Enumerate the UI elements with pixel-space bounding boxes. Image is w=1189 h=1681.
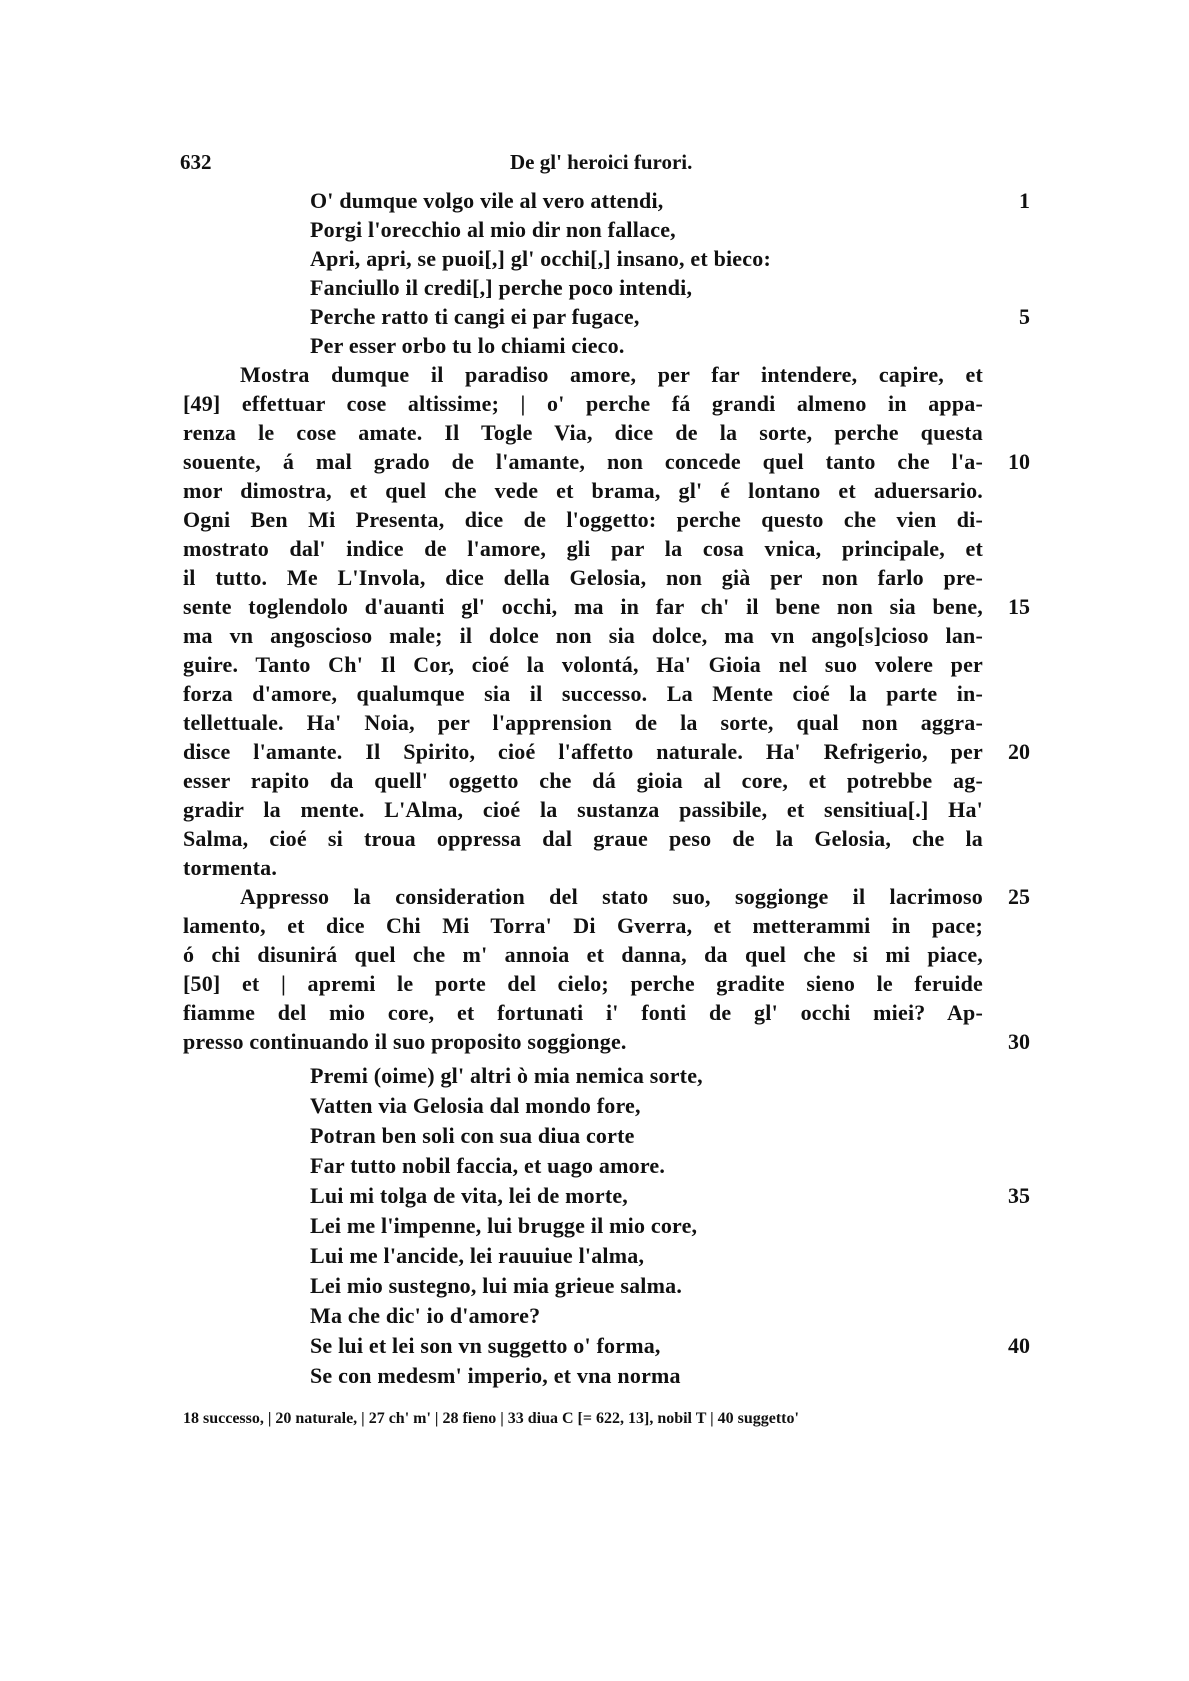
prose-line: mostrato dal' indice de l'amore, gli par la cosa vnica, principale, et — [183, 536, 983, 561]
page-header — [0, 150, 1189, 180]
prose-line: souente, á mal grado de l'amante, non concede quel tanto che l'a- — [183, 449, 983, 474]
verse-line: Vatten via Gelosia dal mondo fore, — [310, 1093, 641, 1118]
verse-line: Perche ratto ti cangi ei par fugace, — [310, 304, 640, 329]
prose-line: renza le cose amate. Il Togle Via, dice de la sorte, perche questa — [183, 420, 983, 445]
line-number: 25 — [1008, 884, 1030, 909]
prose-line: mor dimostra, et quel che vede et brama, gl' é lontano et aduersario. — [183, 478, 983, 503]
prose-line: presso continuando il suo proposito soggionge. — [183, 1029, 627, 1054]
prose-line: tellettuale. Ha' Noia, per l'apprension de la sorte, qual non aggra- — [183, 710, 983, 735]
verse-line: Lei mio sustegno, lui mia grieue salma. — [310, 1273, 683, 1298]
critical-apparatus-footnote: 18 successo, | 20 naturale, | 27 ch' m' | 28 fieno | 33 diua C [= 622, 13], nobil T | 40 suggetto' — [183, 1410, 799, 1427]
prose-line: gradir la mente. L'Alma, cioé la sustanza passibile, et sensitiua[.] Ha' — [183, 797, 983, 822]
verse-line: Lui mi tolga de vita, lei de morte, — [310, 1183, 629, 1208]
verse-line: Lei me l'impenne, lui brugge il mio core, — [310, 1213, 698, 1238]
prose-line: forza d'amore, qualumque sia il successo. La Mente cioé la parte in- — [183, 681, 983, 706]
prose-line: ma vn angoscioso male; il dolce non sia dolce, ma vn ango[s]cioso lan- — [183, 623, 983, 648]
prose-line: disce l'amante. Il Spirito, cioé l'affetto naturale. Ha' Refrigerio, per — [183, 739, 983, 764]
verse-line: Potran ben soli con sua diua corte — [310, 1123, 635, 1148]
verse-line: Porgi l'orecchio al mio dir non fallace, — [310, 217, 676, 242]
verse-line: Per esser orbo tu lo chiami cieco. — [310, 333, 625, 358]
line-number: 1 — [1019, 188, 1030, 213]
verse-line: Apri, apri, se puoi[,] gl' occhi[,] insano, et bieco: — [310, 246, 771, 271]
prose-line: tormenta. — [183, 855, 278, 880]
verse-line: Premi (oime) gl' altri ò mia nemica sorte, — [310, 1063, 703, 1088]
line-number: 10 — [1008, 449, 1030, 474]
prose-line: il tutto. Me L'Invola, dice della Gelosia, non già per non farlo pre- — [183, 565, 983, 590]
verse-line: O' dumque volgo vile al vero attendi, — [310, 188, 664, 213]
prose-line: ó chi disunirá quel che m' annoia et danna, da quel che si mi piace, — [183, 942, 983, 967]
prose-line: lamento, et dice Chi Mi Torra' Di Gverra, et metterammi in pace; — [183, 913, 983, 938]
verse-line: Far tutto nobil faccia, et uago amore. — [310, 1153, 666, 1178]
prose-line: esser rapito da quell' oggetto che dá gioia al core, et potrebbe ag- — [183, 768, 983, 793]
verse-line: Se lui et lei son vn suggetto o' forma, — [310, 1333, 661, 1358]
verse-line: Se con medesm' imperio, et vna norma — [310, 1363, 681, 1388]
verse-line: Lui me l'ancide, lei rauuiue l'alma, — [310, 1243, 645, 1268]
prose-line: [49] effettuar cose altissime; | o' perche fá grandi almeno in appa- — [183, 391, 983, 416]
verse-line: Ma che dic' io d'amore? — [310, 1303, 541, 1328]
prose-line: fiamme del mio core, et fortunati i' fonti de gl' occhi miei? Ap- — [183, 1000, 983, 1025]
line-number: 15 — [1008, 594, 1030, 619]
line-number: 40 — [1008, 1333, 1030, 1358]
running-title: De gl' heroici furori. — [510, 150, 693, 174]
prose-line: guire. Tanto Ch' Il Cor, cioé la volontá, Ha' Gioia nel suo volere per — [183, 652, 983, 677]
page-number: 632 — [180, 150, 212, 174]
prose-line: Salma, cioé si troua oppressa dal graue peso de la Gelosia, che la — [183, 826, 983, 851]
line-number: 5 — [1019, 304, 1030, 329]
prose-line: sente toglendolo d'auanti gl' occhi, ma in far ch' il bene non sia bene, — [183, 594, 983, 619]
prose-line: Ogni Ben Mi Presenta, dice de l'oggetto: perche questo che vien di- — [183, 507, 983, 532]
verse-line: Fanciullo il credi[,] perche poco intendi, — [310, 275, 693, 300]
line-number: 35 — [1008, 1183, 1030, 1208]
prose-line: Appresso la consideration del stato suo, soggionge il lacrimoso — [240, 884, 983, 909]
line-number: 20 — [1008, 739, 1030, 764]
prose-line: [50] et | apremi le porte del cielo; perche gradite sieno le feruide — [183, 971, 983, 996]
line-number: 30 — [1008, 1029, 1030, 1054]
prose-line: Mostra dumque il paradiso amore, per far intendere, capire, et — [240, 362, 983, 387]
